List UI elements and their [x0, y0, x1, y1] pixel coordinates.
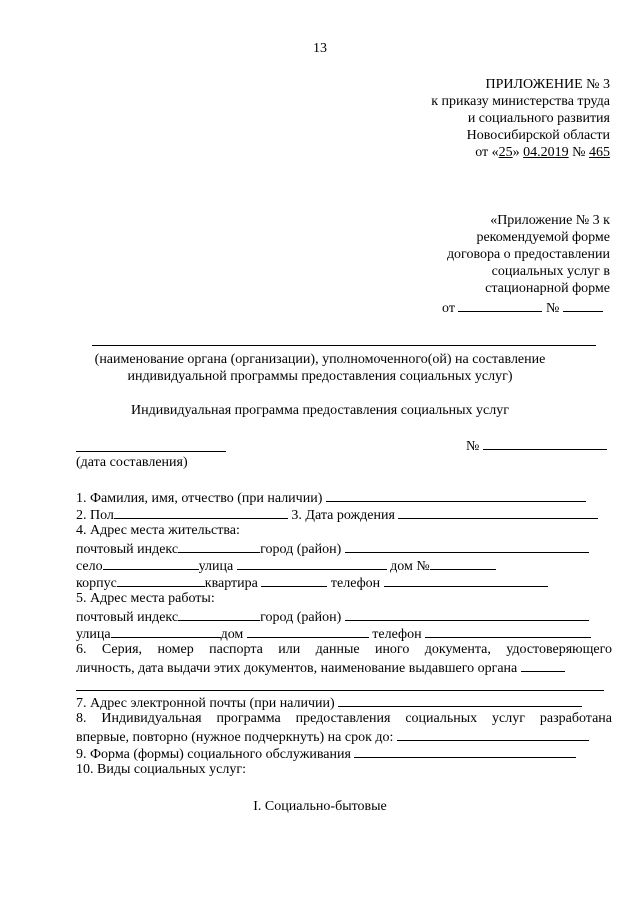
program-term-input[interactable]	[397, 727, 589, 741]
field-program-developed-line-1: 8. Индивидуальная программа предоставления социальных услуг разработана	[76, 711, 612, 726]
program-number-line: №	[466, 436, 607, 455]
field-residence-village-street: село улица дом №	[76, 556, 496, 575]
residence-building-input[interactable]	[117, 573, 205, 587]
section-title: I. Социально-бытовые	[253, 799, 387, 814]
work-address-heading: 5. Адрес места работы:	[76, 591, 215, 606]
organization-caption-1: (наименование органа (организации), уполномоченного(ой) на составление	[94, 352, 546, 367]
appendix-number: 465	[589, 145, 610, 160]
annex-line-3: договора о предоставлении	[446, 247, 610, 262]
residence-apartment-input[interactable]	[261, 573, 327, 587]
field-residence-building-apartment: корпус квартира телефон	[76, 573, 548, 592]
annex-line-2: рекомендуемой форме	[476, 230, 610, 245]
work-city-input[interactable]	[345, 607, 589, 621]
residence-house-input[interactable]	[430, 556, 496, 570]
page-number: 13	[313, 41, 327, 56]
residence-address-heading: 4. Адрес места жительства:	[76, 523, 240, 538]
appendix-title: ПРИЛОЖЕНИЕ № 3	[485, 77, 610, 92]
field-service-form: 9. Форма (формы) социального обслуживания	[76, 744, 576, 763]
field-work-street-house: улица дом телефон	[76, 624, 591, 643]
field-program-developed-line-2: впервые, повторно (нужное подчеркнуть) на срок до:	[76, 727, 589, 746]
field-residence-postal-city: почтовый индекс город (район)	[76, 539, 589, 558]
residence-village-input[interactable]	[103, 556, 199, 570]
compilation-date-field[interactable]	[76, 451, 226, 452]
residence-street-input[interactable]	[237, 556, 387, 570]
work-house-input[interactable]	[247, 624, 369, 638]
organization-name-field[interactable]	[92, 345, 596, 346]
annex-line-4: социальных услуг в	[491, 264, 610, 279]
program-number-field[interactable]	[483, 436, 607, 450]
gender-input[interactable]	[114, 505, 288, 519]
field-gender-dob: 2. Пол 3. Дата рождения	[76, 505, 598, 524]
field-passport-line-2: личность, дата выдачи этих документов, наименование выдавшего органа	[76, 658, 565, 677]
appendix-date-line: от «25» 04.2019 № 465	[475, 145, 610, 160]
field-email: 7. Адрес электронной почты (при наличии)	[76, 693, 582, 712]
document-title: Индивидуальная программа предоставления социальных услуг	[131, 403, 509, 418]
field-service-types: 10. Виды социальных услуг:	[76, 762, 246, 777]
residence-postal-index-input[interactable]	[178, 539, 260, 553]
annex-number-field[interactable]	[563, 298, 603, 312]
service-form-input[interactable]	[354, 744, 576, 758]
date-caption: (дата составления)	[76, 455, 188, 470]
field-full-name: 1. Фамилия, имя, отчество (при наличии)	[76, 488, 586, 507]
annex-line-5: стационарной форме	[485, 281, 610, 296]
passport-input[interactable]	[521, 658, 565, 672]
appendix-region-line: Новосибирской области	[466, 128, 610, 143]
passport-input-continuation[interactable]	[76, 690, 604, 691]
appendix-month-year: 04.2019	[523, 145, 569, 160]
residence-phone-input[interactable]	[384, 573, 548, 587]
email-input[interactable]	[338, 693, 582, 707]
appendix-ministry-line: и социального развития	[467, 111, 610, 126]
appendix-order-line: к приказу министерства труда	[431, 94, 610, 109]
field-work-postal-city: почтовый индекс город (район)	[76, 607, 589, 626]
annex-line-1: «Приложение № 3 к	[490, 213, 610, 228]
work-phone-input[interactable]	[425, 624, 591, 638]
annex-date-field[interactable]	[458, 298, 542, 312]
field-passport-line-1: 6. Серия, номер паспорта или данные иного документа, удостоверяющего	[76, 642, 612, 657]
residence-city-input[interactable]	[345, 539, 589, 553]
work-street-input[interactable]	[111, 624, 221, 638]
birth-date-input[interactable]	[398, 505, 598, 519]
appendix-day: 25	[498, 145, 513, 160]
organization-caption-2: индивидуальной программы предоставления социальных услуг)	[127, 369, 513, 384]
annex-from-line: от №	[442, 298, 603, 317]
full-name-input[interactable]	[326, 488, 586, 502]
work-postal-index-input[interactable]	[178, 607, 260, 621]
